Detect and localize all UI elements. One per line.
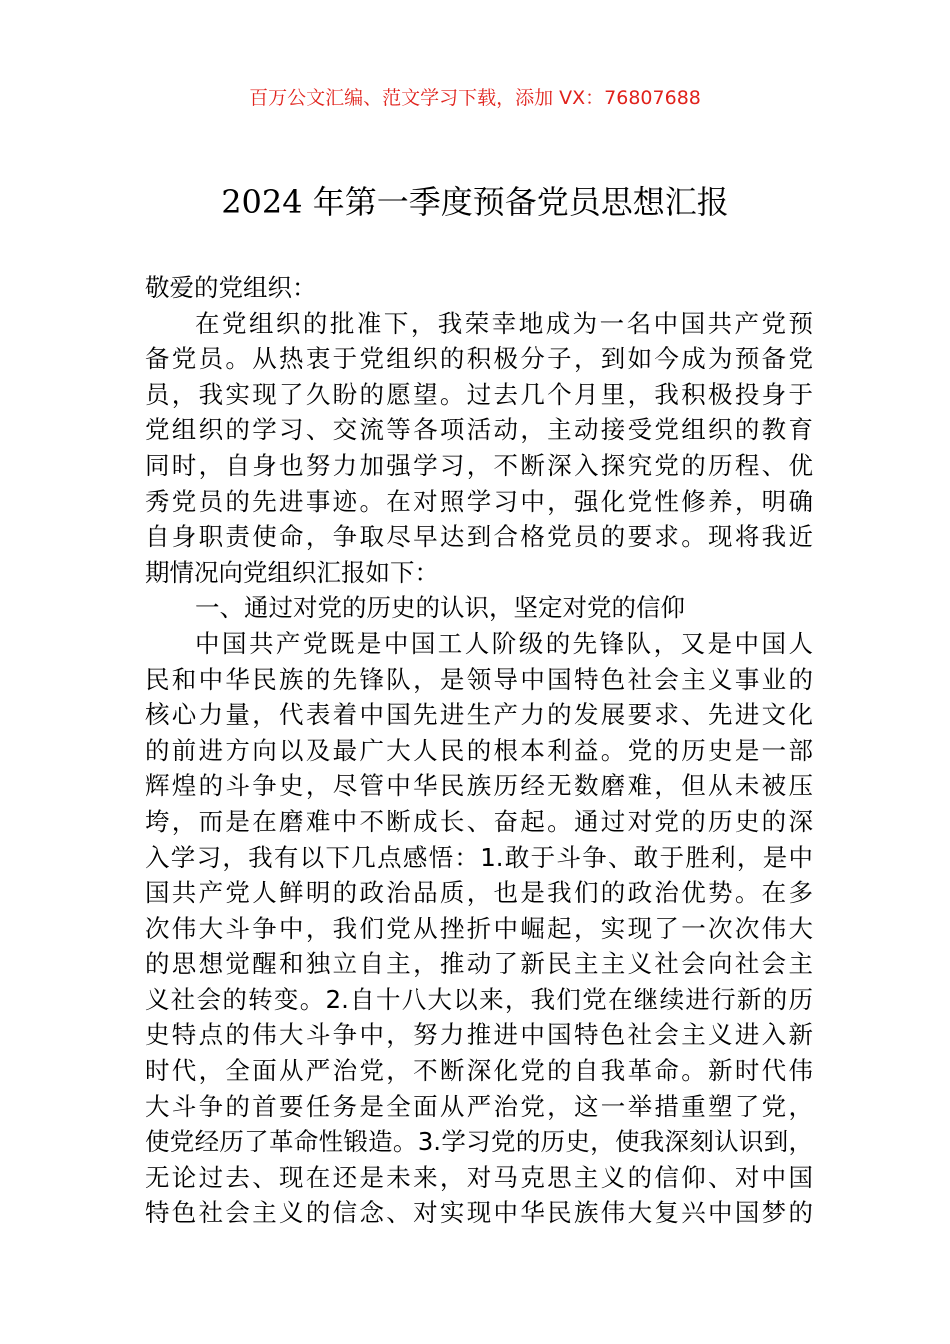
paragraph-line: 使党经历了革命性锻造。3.学习党的历史，使我深刻认识到，: [145, 1127, 813, 1157]
paragraph-line: 员，我实现了久盼的愿望。过去几个月里，我积极投身于: [145, 379, 813, 409]
paragraph-line: 辉煌的斗争史，尽管中华民族历经无数磨难，但从未被压: [145, 771, 813, 801]
paragraph-line: 备党员。从热衷于党组织的积极分子，到如今成为预备党: [145, 344, 813, 374]
paragraph-line: 的前进方向以及最广大人民的根本利益。党的历史是一部: [145, 735, 813, 765]
paragraph-line: 无论过去、现在还是未来，对马克思主义的信仰、对中国: [145, 1162, 813, 1192]
paragraph-line: 期情况向党组织汇报如下：: [145, 557, 439, 587]
paragraph-line: 自身职责使命，争取尽早达到合格党员的要求。现将我近: [145, 522, 813, 552]
paragraph-line: 核心力量，代表着中国先进生产力的发展要求、先进文化: [145, 700, 813, 730]
paragraph-line: 党组织的学习、交流等各项活动，主动接受党组织的教育: [145, 415, 813, 445]
paragraph-line: 垮，而是在磨难中不断成长、奋起。通过对党的历史的深: [145, 806, 813, 836]
document-title: 2024 年第一季度预备党员思想汇报: [221, 183, 729, 221]
paragraph-line: 秀党员的先进事迹。在对照学习中，强化党性修养，明确: [145, 486, 813, 516]
paragraph-line: 中国共产党既是中国工人阶级的先锋队，又是中国人: [195, 628, 813, 658]
paragraph-line: 时代，全面从严治党，不断深化党的自我革命。新时代伟: [145, 1056, 813, 1086]
paragraph-line: 在党组织的批准下，我荣幸地成为一名中国共产党预: [195, 308, 813, 338]
paragraph-line: 史特点的伟大斗争中，努力推进中国特色社会主义进入新: [145, 1020, 813, 1050]
paragraph-line: 的思想觉醒和独立自主，推动了新民主主义社会向社会主: [145, 949, 813, 979]
paragraph-line: 民和中华民族的先锋队，是领导中国特色社会主义事业的: [145, 664, 813, 694]
paragraph-line: 大斗争的首要任务是全面从严治党，这一举措重塑了党，: [145, 1091, 813, 1121]
document-body: [145, 270, 813, 1231]
paragraph-line: 国共产党人鲜明的政治品质，也是我们的政治优势。在多: [145, 878, 813, 908]
section-heading: 一、通过对党的历史的认识，坚定对党的信仰: [195, 593, 685, 623]
paragraph-line: 义社会的转变。2.自十八大以来，我们党在继续进行新的历: [145, 984, 813, 1014]
salutation: 敬爱的党组织：: [145, 273, 317, 302]
paragraph-line: 同时，自身也努力加强学习，不断深入探究党的历程、优: [145, 450, 813, 480]
paragraph-line: 特色社会主义的信念、对实现中华民族伟大复兴中国梦的: [145, 1198, 813, 1228]
paragraph-line: 次伟大斗争中，我们党从挫折中崛起，实现了一次次伟大: [145, 913, 813, 943]
paragraph-line: 入学习，我有以下几点感悟：1.敢于斗争、敢于胜利，是中: [145, 842, 813, 872]
watermark-header: 百万公文汇编、范文学习下载，添加 VX：76807688: [249, 87, 701, 109]
